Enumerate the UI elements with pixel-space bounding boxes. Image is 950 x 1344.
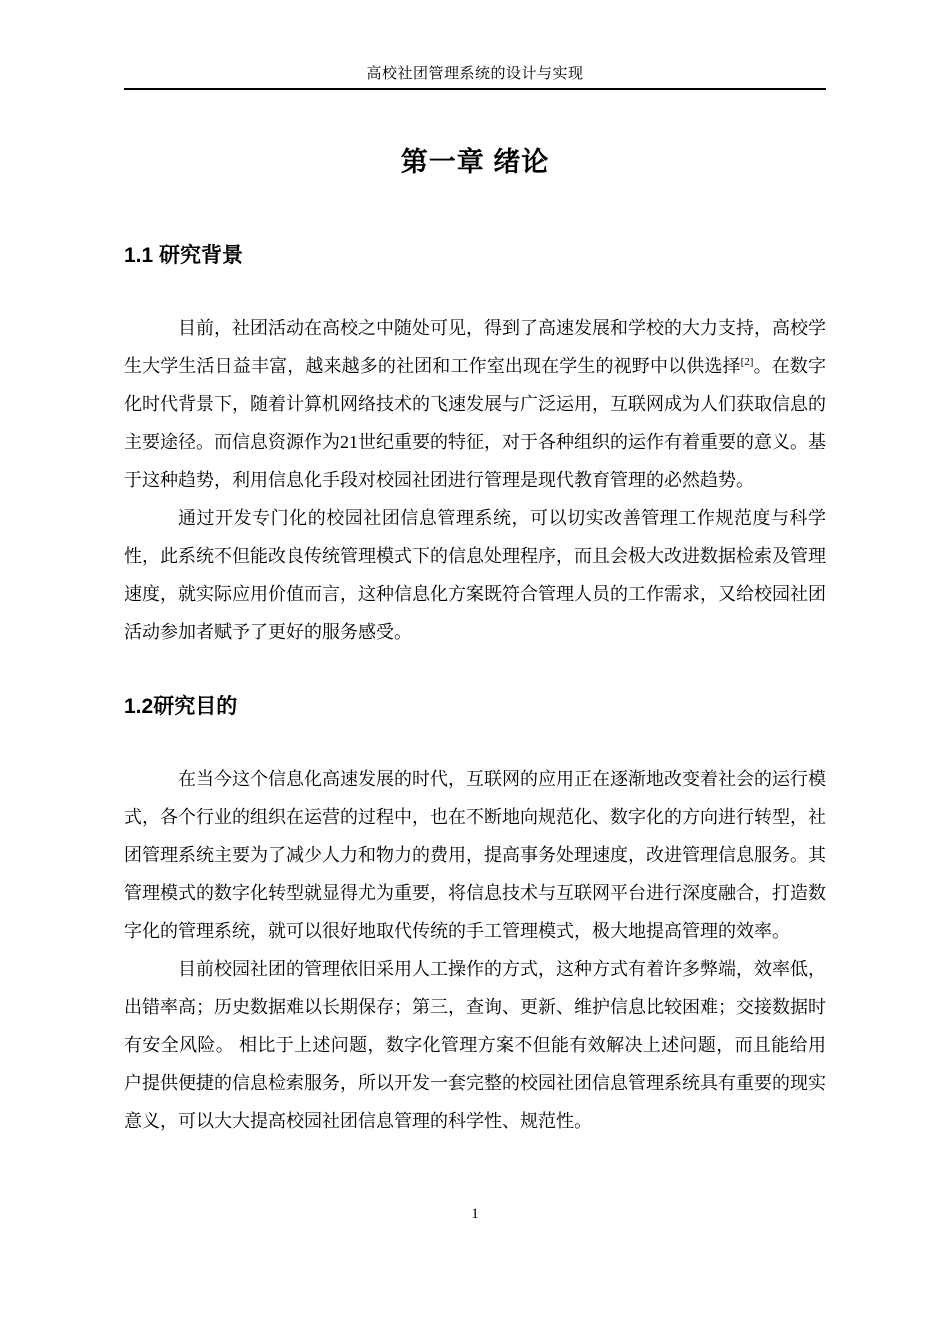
paragraph-purpose-2: 目前校园社团的管理依旧采用人工操作的方式，这种方式有着许多弊端，效率低，出错率高；历史数据难以长期保存；第三，查询、更新、维护信息比较困难；交接数据时有安全风险。 相比于上述问题，数字化管理方案不但能有效解决上述问题，而且能给用户提供便捷的信息检索服务，所以开发一套完整的校园社团信息管理系统具有重要的现实意义，可以大大提高校园社团信息管理的科学性、规范性。 bbox=[124, 959, 826, 1132]
running-head-title: 高校社团管理系统的设计与实现 bbox=[366, 66, 584, 82]
paragraph-background-1 bbox=[124, 309, 826, 499]
paragraph-purpose-1: 在当今这个信息化高速发展的时代，互联网的应用正在逐渐地改变着社会的运行模式，各个行业的组织在运营的过程中，也在不断地向规范化、数字化的方向进行转型，社团管理系统主要为了减少人力和物力的费用，提高事务处理速度，改进管理信息服务。其管理模式的数字化转型就显得尤为重要，将信息技术与互联网平台进行深度融合，打造数字化的管理系统，就可以很好地取代传统的手工管理模式，极大地提高管理的效率。 bbox=[124, 769, 826, 942]
paragraph-text: 。在数字化时代背景下，随着计算机网络技术的飞速发展与广泛运用，互联网成为人们获取信息的主要途径。而信息资源作为21世纪重要的特征，对于各种组织的运作有着重要的意义。基于这种趋势，利用信息化手段对校园社团进行管理是现代教育管理的必然趋势。 bbox=[124, 356, 826, 491]
page-footer bbox=[0, 1206, 950, 1223]
paragraph-text: 目前，社团活动在高校之中随处可见，得到了高速发展和学校的大力支持，高校学生大学生活日益丰富，越来越多的社团和工作室出现在学生的视野中以供选择 bbox=[124, 318, 826, 377]
chapter-title: 第一章 绪论 bbox=[400, 147, 550, 177]
page-number: 1 bbox=[471, 1206, 479, 1222]
section-heading-1-2: 1.2研究目的 bbox=[124, 695, 238, 719]
section-heading-1-1: 1.1 研究背景 bbox=[124, 243, 244, 267]
page-header bbox=[124, 0, 826, 90]
citation-reference: [2] bbox=[740, 356, 754, 369]
paragraph-background-2: 通过开发专门化的校园社团信息管理系统，可以切实改善管理工作规范度与科学性，此系统不但能改良传统管理模式下的信息处理程序，而且会极大改进数据检索及管理速度，就实际应用价值而言，这种信息化方案既符合管理人员的工作需求，又给校园社团活动参加者赋予了更好的服务感受。 bbox=[124, 508, 826, 643]
